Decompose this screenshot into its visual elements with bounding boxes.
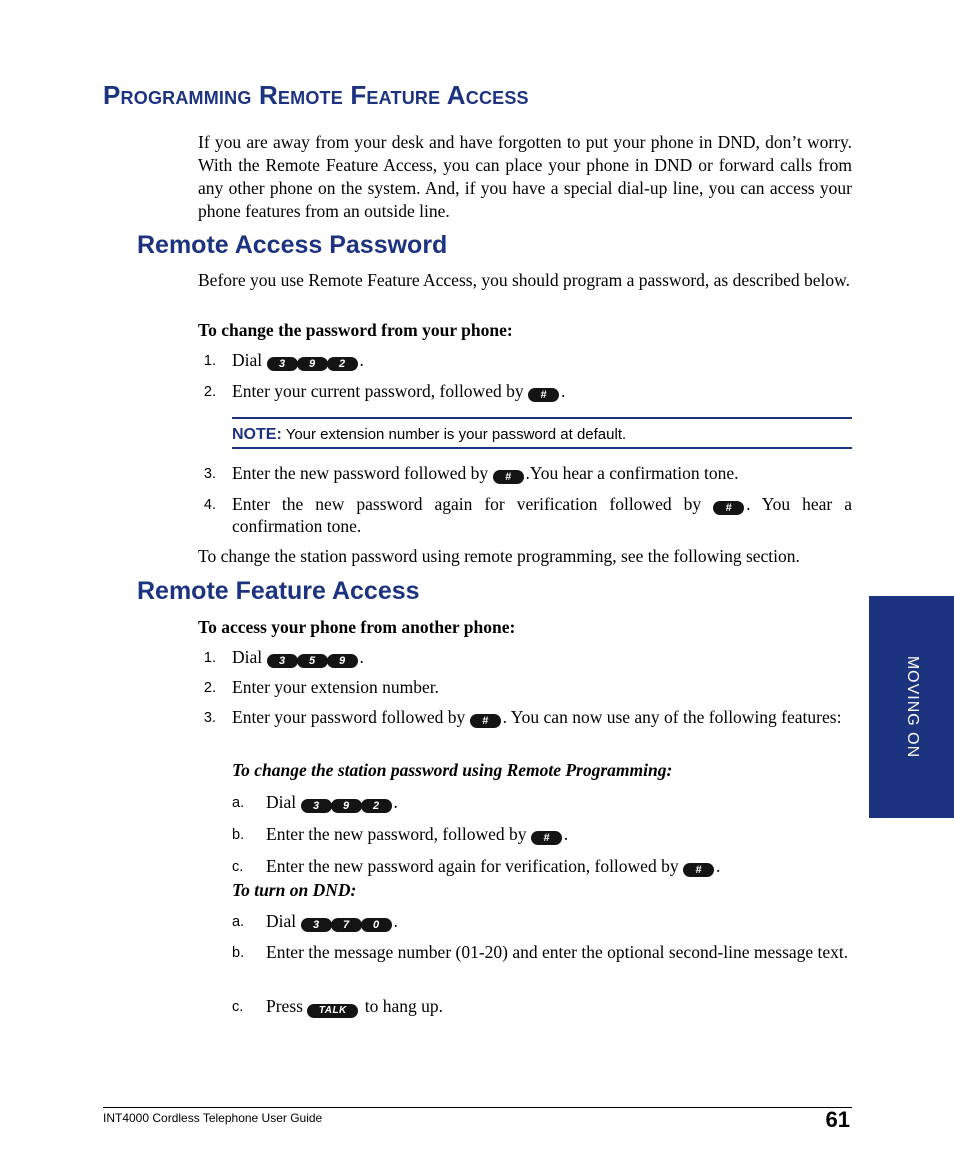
key-icon: 3 — [301, 799, 332, 813]
step-text-end: . You hear a confirmation tone. — [232, 494, 853, 536]
key-icon: 2 — [327, 357, 358, 371]
step-text-end: . — [560, 381, 566, 401]
step-text: Enter your extension number. — [232, 677, 440, 697]
step-letter: c. — [232, 999, 244, 1015]
dial-keys — [528, 388, 561, 402]
intro-paragraph: If you are away from your desk and have forgotten to put your phone in DND, don’t worry. With the Remote Feature Access, you can place your phone in DND or forward calls from any other phone on the system. And, if you have a special dial-up line, you can access your phone features from an outside line. — [198, 132, 852, 221]
step-number: 3. — [203, 466, 216, 482]
step-number: 2. — [203, 384, 216, 400]
station-password-title: To change the station password using Remote Programming: — [232, 760, 673, 780]
side-tab — [869, 596, 954, 818]
step-number: 3. — [203, 710, 216, 726]
step-text-end: . — [393, 911, 398, 931]
step-text-end: . You can now use any of the following features: — [502, 707, 842, 727]
step-text: Enter the message number (01-20) and enter the optional second-line message text. — [266, 942, 849, 962]
feature-step-2 — [198, 676, 852, 698]
step-text: Enter the new password, followed by — [266, 824, 527, 844]
step-text: Press — [266, 996, 303, 1016]
dial-keys — [493, 470, 526, 484]
dial-keys — [683, 863, 716, 877]
key-icon: 3 — [267, 357, 298, 371]
password-step-1 — [198, 349, 852, 371]
step-text-end: . — [393, 792, 398, 812]
step-text: Enter your current password, followed by — [232, 381, 524, 401]
key-icon: 5 — [297, 654, 328, 668]
key-icon: 3 — [267, 654, 298, 668]
pound-key-icon: # — [531, 831, 562, 845]
step-text: Enter the new password again for verification, followed by — [266, 856, 679, 876]
dnd-step-b — [232, 941, 852, 963]
dial-keys — [301, 918, 394, 932]
password-intro: Before you use Remote Feature Access, you should program a password, as described below. — [198, 270, 851, 290]
note-text: Your extension number is your password at default. — [285, 426, 627, 443]
password-step-3 — [198, 462, 852, 484]
key-icon: 2 — [361, 799, 392, 813]
dial-keys — [307, 1004, 360, 1018]
dial-keys — [301, 799, 394, 813]
page-number: 61 — [825, 1107, 850, 1132]
password-closing: To change the station password using remote programming, see the following section. — [198, 546, 800, 566]
step-text-end: to hang up. — [360, 996, 443, 1016]
key-icon: 7 — [331, 918, 362, 932]
footer-guide-title: INT4000 Cordless Telephone User Guide — [103, 1111, 323, 1125]
dial-keys — [713, 501, 746, 515]
note-box — [232, 417, 852, 449]
dial-keys — [267, 357, 360, 371]
dial-keys — [267, 654, 360, 668]
feature-step-1 — [198, 646, 852, 668]
step-text-end: .You hear a confirmation tone. — [525, 463, 739, 483]
step-letter: a. — [232, 795, 245, 811]
pound-key-icon: # — [470, 714, 501, 728]
dnd-step-a — [232, 910, 852, 932]
feature-step-3 — [198, 706, 852, 728]
key-icon: 9 — [331, 799, 362, 813]
step-text: Enter your password followed by — [232, 707, 466, 727]
footer-rule — [103, 1107, 852, 1108]
step-letter: a. — [232, 914, 245, 930]
step-text: Dial — [266, 911, 297, 931]
step-number: 4. — [203, 497, 216, 513]
password-step-4 — [198, 493, 852, 537]
step-text-end: . — [563, 824, 569, 844]
section-heading-password: Remote Access Password — [137, 231, 448, 259]
step-letter: c. — [232, 859, 244, 875]
talk-key-icon: TALK — [307, 1004, 358, 1018]
feature-procedure-title: To access your phone from another phone: — [198, 617, 516, 637]
key-icon: 9 — [327, 654, 358, 668]
pound-key-icon: # — [493, 470, 524, 484]
step-text: Enter the new password followed by — [232, 463, 489, 483]
pound-key-icon: # — [528, 388, 559, 402]
station-step-b — [232, 823, 852, 845]
station-step-a — [232, 791, 852, 813]
password-procedure-title: To change the password from your phone: — [198, 320, 513, 340]
dnd-title: To turn on DND: — [232, 880, 357, 900]
step-text: Dial — [266, 792, 297, 812]
step-letter: b. — [232, 827, 245, 843]
key-icon: 9 — [297, 357, 328, 371]
step-letter: b. — [232, 945, 245, 961]
side-tab-label: MOVING ON — [903, 655, 921, 759]
step-number: 1. — [203, 650, 216, 666]
password-step-2 — [198, 380, 852, 402]
step-text: Dial — [232, 647, 263, 667]
step-text-end: . — [359, 647, 364, 667]
step-text-end: . — [715, 856, 721, 876]
step-text-end: . — [359, 350, 364, 370]
section-heading-feature: Remote Feature Access — [137, 577, 420, 605]
step-number: 2. — [203, 680, 216, 696]
dial-keys — [531, 831, 564, 845]
key-icon: 3 — [301, 918, 332, 932]
pound-key-icon: # — [683, 863, 714, 877]
note-label: NOTE: — [232, 426, 282, 443]
key-icon: 0 — [361, 918, 392, 932]
dnd-step-c — [232, 995, 852, 1018]
dial-keys — [470, 714, 503, 728]
pound-key-icon: # — [713, 501, 744, 515]
step-text: Enter the new password again for verification followed by — [232, 494, 702, 514]
page-title: Programming Remote Feature Access — [103, 80, 529, 110]
step-text: Dial — [232, 350, 263, 370]
step-number: 1. — [203, 353, 216, 369]
station-step-c — [232, 855, 852, 877]
